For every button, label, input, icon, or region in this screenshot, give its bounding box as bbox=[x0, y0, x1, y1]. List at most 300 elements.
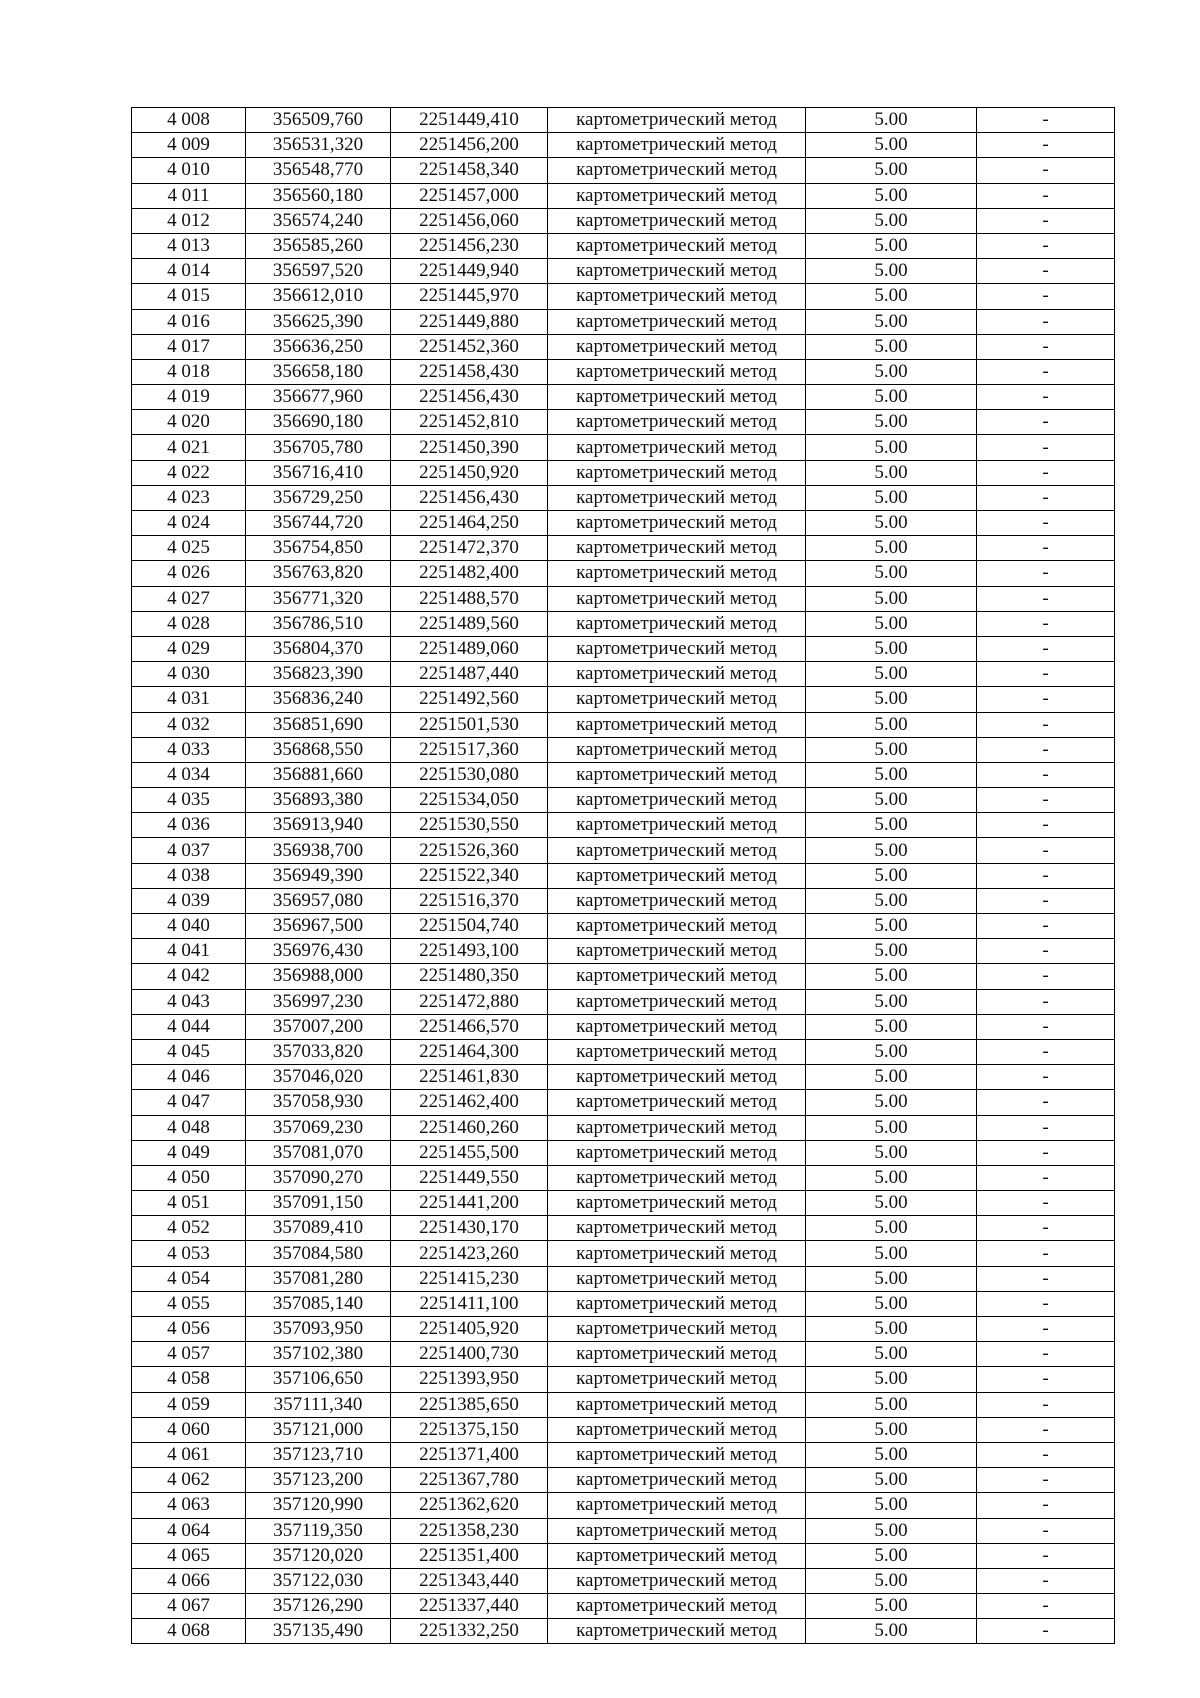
table-row bbox=[132, 1140, 1115, 1165]
accuracy-cell: 5.00 bbox=[806, 1014, 977, 1039]
point-number-cell: 4 062 bbox=[132, 1468, 246, 1493]
accuracy-cell: 5.00 bbox=[806, 737, 977, 762]
x-coordinate-cell: 356976,430 bbox=[246, 939, 391, 964]
point-number-cell: 4 008 bbox=[132, 108, 246, 133]
note-cell: - bbox=[977, 208, 1115, 233]
point-number-cell: 4 049 bbox=[132, 1140, 246, 1165]
y-coordinate-cell: 2251337,440 bbox=[391, 1594, 548, 1619]
accuracy-cell: 5.00 bbox=[806, 1065, 977, 1090]
note-cell: - bbox=[977, 385, 1115, 410]
note-cell: - bbox=[977, 1039, 1115, 1064]
method-cell: картометрический метод bbox=[548, 1367, 806, 1392]
table-row bbox=[132, 1014, 1115, 1039]
y-coordinate-cell: 2251423,260 bbox=[391, 1241, 548, 1266]
table-row bbox=[132, 561, 1115, 586]
method-cell: картометрический метод bbox=[548, 888, 806, 913]
note-cell: - bbox=[977, 309, 1115, 334]
point-number-cell: 4 041 bbox=[132, 939, 246, 964]
method-cell: картометрический метод bbox=[548, 284, 806, 309]
y-coordinate-cell: 2251441,200 bbox=[391, 1191, 548, 1216]
x-coordinate-cell: 356949,390 bbox=[246, 863, 391, 888]
accuracy-cell: 5.00 bbox=[806, 1392, 977, 1417]
note-cell: - bbox=[977, 334, 1115, 359]
table-row bbox=[132, 1216, 1115, 1241]
y-coordinate-cell: 2251332,250 bbox=[391, 1619, 548, 1644]
y-coordinate-cell: 2251343,440 bbox=[391, 1568, 548, 1593]
point-number-cell: 4 026 bbox=[132, 561, 246, 586]
method-cell: картометрический метод bbox=[548, 1568, 806, 1593]
x-coordinate-cell: 357091,150 bbox=[246, 1191, 391, 1216]
accuracy-cell: 5.00 bbox=[806, 158, 977, 183]
point-number-cell: 4 048 bbox=[132, 1115, 246, 1140]
table-row bbox=[132, 1090, 1115, 1115]
x-coordinate-cell: 356560,180 bbox=[246, 183, 391, 208]
x-coordinate-cell: 357089,410 bbox=[246, 1216, 391, 1241]
accuracy-cell: 5.00 bbox=[806, 1216, 977, 1241]
method-cell: картометрический метод bbox=[548, 1165, 806, 1190]
accuracy-cell: 5.00 bbox=[806, 460, 977, 485]
method-cell: картометрический метод bbox=[548, 1493, 806, 1518]
accuracy-cell: 5.00 bbox=[806, 636, 977, 661]
method-cell: картометрический метод bbox=[548, 410, 806, 435]
note-cell: - bbox=[977, 662, 1115, 687]
method-cell: картометрический метод bbox=[548, 460, 806, 485]
table-row bbox=[132, 737, 1115, 762]
method-cell: картометрический метод bbox=[548, 183, 806, 208]
x-coordinate-cell: 356548,770 bbox=[246, 158, 391, 183]
note-cell: - bbox=[977, 1594, 1115, 1619]
y-coordinate-cell: 2251504,740 bbox=[391, 914, 548, 939]
y-coordinate-cell: 2251450,390 bbox=[391, 435, 548, 460]
accuracy-cell: 5.00 bbox=[806, 1543, 977, 1568]
note-cell: - bbox=[977, 1140, 1115, 1165]
point-number-cell: 4 042 bbox=[132, 964, 246, 989]
method-cell: картометрический метод bbox=[548, 712, 806, 737]
y-coordinate-cell: 2251405,920 bbox=[391, 1317, 548, 1342]
point-number-cell: 4 057 bbox=[132, 1342, 246, 1367]
table-row bbox=[132, 385, 1115, 410]
point-number-cell: 4 053 bbox=[132, 1241, 246, 1266]
table-row bbox=[132, 662, 1115, 687]
y-coordinate-cell: 2251411,100 bbox=[391, 1291, 548, 1316]
method-cell: картометрический метод bbox=[548, 737, 806, 762]
point-number-cell: 4 064 bbox=[132, 1518, 246, 1543]
table-row bbox=[132, 208, 1115, 233]
point-number-cell: 4 030 bbox=[132, 662, 246, 687]
x-coordinate-cell: 356531,320 bbox=[246, 133, 391, 158]
method-cell: картометрический метод bbox=[548, 1619, 806, 1644]
point-number-cell: 4 061 bbox=[132, 1442, 246, 1467]
x-coordinate-cell: 356851,690 bbox=[246, 712, 391, 737]
table-row bbox=[132, 158, 1115, 183]
y-coordinate-cell: 2251457,000 bbox=[391, 183, 548, 208]
y-coordinate-cell: 2251456,430 bbox=[391, 485, 548, 510]
note-cell: - bbox=[977, 939, 1115, 964]
accuracy-cell: 5.00 bbox=[806, 687, 977, 712]
table-row bbox=[132, 939, 1115, 964]
method-cell: картометрический метод bbox=[548, 939, 806, 964]
point-number-cell: 4 035 bbox=[132, 788, 246, 813]
method-cell: картометрический метод bbox=[548, 611, 806, 636]
y-coordinate-cell: 2251449,410 bbox=[391, 108, 548, 133]
accuracy-cell: 5.00 bbox=[806, 662, 977, 687]
x-coordinate-cell: 356881,660 bbox=[246, 762, 391, 787]
method-cell: картометрический метод bbox=[548, 1518, 806, 1543]
y-coordinate-cell: 2251530,080 bbox=[391, 762, 548, 787]
point-number-cell: 4 033 bbox=[132, 737, 246, 762]
x-coordinate-cell: 357106,650 bbox=[246, 1367, 391, 1392]
table-row bbox=[132, 284, 1115, 309]
table-row bbox=[132, 888, 1115, 913]
point-number-cell: 4 036 bbox=[132, 813, 246, 838]
table-row bbox=[132, 1191, 1115, 1216]
y-coordinate-cell: 2251371,400 bbox=[391, 1442, 548, 1467]
table-row bbox=[132, 1543, 1115, 1568]
y-coordinate-cell: 2251450,920 bbox=[391, 460, 548, 485]
point-number-cell: 4 020 bbox=[132, 410, 246, 435]
y-coordinate-cell: 2251385,650 bbox=[391, 1392, 548, 1417]
accuracy-cell: 5.00 bbox=[806, 1568, 977, 1593]
method-cell: картометрический метод bbox=[548, 158, 806, 183]
method-cell: картометрический метод bbox=[548, 385, 806, 410]
y-coordinate-cell: 2251458,430 bbox=[391, 359, 548, 384]
x-coordinate-cell: 357122,030 bbox=[246, 1568, 391, 1593]
x-coordinate-cell: 357081,280 bbox=[246, 1266, 391, 1291]
accuracy-cell: 5.00 bbox=[806, 1493, 977, 1518]
note-cell: - bbox=[977, 1543, 1115, 1568]
table-row bbox=[132, 511, 1115, 536]
point-number-cell: 4 016 bbox=[132, 309, 246, 334]
note-cell: - bbox=[977, 1014, 1115, 1039]
method-cell: картометрический метод bbox=[548, 636, 806, 661]
x-coordinate-cell: 356705,780 bbox=[246, 435, 391, 460]
y-coordinate-cell: 2251452,810 bbox=[391, 410, 548, 435]
x-coordinate-cell: 357119,350 bbox=[246, 1518, 391, 1543]
y-coordinate-cell: 2251430,170 bbox=[391, 1216, 548, 1241]
x-coordinate-cell: 356786,510 bbox=[246, 611, 391, 636]
accuracy-cell: 5.00 bbox=[806, 108, 977, 133]
note-cell: - bbox=[977, 410, 1115, 435]
y-coordinate-cell: 2251462,400 bbox=[391, 1090, 548, 1115]
note-cell: - bbox=[977, 636, 1115, 661]
table-row bbox=[132, 1317, 1115, 1342]
y-coordinate-cell: 2251375,150 bbox=[391, 1417, 548, 1442]
y-coordinate-cell: 2251534,050 bbox=[391, 788, 548, 813]
x-coordinate-cell: 357120,990 bbox=[246, 1493, 391, 1518]
y-coordinate-cell: 2251489,060 bbox=[391, 636, 548, 661]
table-row bbox=[132, 788, 1115, 813]
note-cell: - bbox=[977, 485, 1115, 510]
note-cell: - bbox=[977, 133, 1115, 158]
x-coordinate-cell: 356771,320 bbox=[246, 586, 391, 611]
y-coordinate-cell: 2251493,100 bbox=[391, 939, 548, 964]
x-coordinate-cell: 356804,370 bbox=[246, 636, 391, 661]
note-cell: - bbox=[977, 838, 1115, 863]
point-number-cell: 4 046 bbox=[132, 1065, 246, 1090]
point-number-cell: 4 045 bbox=[132, 1039, 246, 1064]
table-row bbox=[132, 133, 1115, 158]
accuracy-cell: 5.00 bbox=[806, 561, 977, 586]
accuracy-cell: 5.00 bbox=[806, 183, 977, 208]
accuracy-cell: 5.00 bbox=[806, 964, 977, 989]
table-row bbox=[132, 1165, 1115, 1190]
accuracy-cell: 5.00 bbox=[806, 863, 977, 888]
table-row bbox=[132, 485, 1115, 510]
note-cell: - bbox=[977, 888, 1115, 913]
y-coordinate-cell: 2251445,970 bbox=[391, 284, 548, 309]
method-cell: картометрический метод bbox=[548, 813, 806, 838]
table-row bbox=[132, 108, 1115, 133]
x-coordinate-cell: 356988,000 bbox=[246, 964, 391, 989]
accuracy-cell: 5.00 bbox=[806, 939, 977, 964]
method-cell: картометрический метод bbox=[548, 1266, 806, 1291]
y-coordinate-cell: 2251472,880 bbox=[391, 989, 548, 1014]
table-row bbox=[132, 1342, 1115, 1367]
accuracy-cell: 5.00 bbox=[806, 1191, 977, 1216]
y-coordinate-cell: 2251492,560 bbox=[391, 687, 548, 712]
point-number-cell: 4 032 bbox=[132, 712, 246, 737]
note-cell: - bbox=[977, 1342, 1115, 1367]
table-row bbox=[132, 460, 1115, 485]
table-row bbox=[132, 1468, 1115, 1493]
point-number-cell: 4 066 bbox=[132, 1568, 246, 1593]
note-cell: - bbox=[977, 914, 1115, 939]
table-row bbox=[132, 410, 1115, 435]
note-cell: - bbox=[977, 813, 1115, 838]
x-coordinate-cell: 356744,720 bbox=[246, 511, 391, 536]
accuracy-cell: 5.00 bbox=[806, 435, 977, 460]
accuracy-cell: 5.00 bbox=[806, 233, 977, 258]
point-number-cell: 4 024 bbox=[132, 511, 246, 536]
point-number-cell: 4 021 bbox=[132, 435, 246, 460]
point-number-cell: 4 050 bbox=[132, 1165, 246, 1190]
point-number-cell: 4 022 bbox=[132, 460, 246, 485]
table-row bbox=[132, 1493, 1115, 1518]
accuracy-cell: 5.00 bbox=[806, 208, 977, 233]
x-coordinate-cell: 357126,290 bbox=[246, 1594, 391, 1619]
method-cell: картометрический метод bbox=[548, 561, 806, 586]
method-cell: картометрический метод bbox=[548, 1115, 806, 1140]
accuracy-cell: 5.00 bbox=[806, 1266, 977, 1291]
accuracy-cell: 5.00 bbox=[806, 385, 977, 410]
accuracy-cell: 5.00 bbox=[806, 1367, 977, 1392]
accuracy-cell: 5.00 bbox=[806, 1468, 977, 1493]
x-coordinate-cell: 357069,230 bbox=[246, 1115, 391, 1140]
table-row bbox=[132, 183, 1115, 208]
point-number-cell: 4 063 bbox=[132, 1493, 246, 1518]
table-row bbox=[132, 1065, 1115, 1090]
method-cell: картометрический метод bbox=[548, 536, 806, 561]
note-cell: - bbox=[977, 989, 1115, 1014]
note-cell: - bbox=[977, 435, 1115, 460]
y-coordinate-cell: 2251526,360 bbox=[391, 838, 548, 863]
accuracy-cell: 5.00 bbox=[806, 1317, 977, 1342]
table-row bbox=[132, 611, 1115, 636]
x-coordinate-cell: 356612,010 bbox=[246, 284, 391, 309]
table-row bbox=[132, 1568, 1115, 1593]
table-row bbox=[132, 989, 1115, 1014]
note-cell: - bbox=[977, 863, 1115, 888]
table-row bbox=[132, 1039, 1115, 1064]
x-coordinate-cell: 356509,760 bbox=[246, 108, 391, 133]
y-coordinate-cell: 2251517,360 bbox=[391, 737, 548, 762]
y-coordinate-cell: 2251472,370 bbox=[391, 536, 548, 561]
accuracy-cell: 5.00 bbox=[806, 536, 977, 561]
method-cell: картометрический метод bbox=[548, 1140, 806, 1165]
table-row bbox=[132, 813, 1115, 838]
x-coordinate-cell: 356754,850 bbox=[246, 536, 391, 561]
method-cell: картометрический метод bbox=[548, 1468, 806, 1493]
note-cell: - bbox=[977, 788, 1115, 813]
table-row bbox=[132, 1115, 1115, 1140]
point-number-cell: 4 010 bbox=[132, 158, 246, 183]
note-cell: - bbox=[977, 183, 1115, 208]
y-coordinate-cell: 2251461,830 bbox=[391, 1065, 548, 1090]
accuracy-cell: 5.00 bbox=[806, 511, 977, 536]
table-row bbox=[132, 1291, 1115, 1316]
x-coordinate-cell: 357121,000 bbox=[246, 1417, 391, 1442]
y-coordinate-cell: 2251464,300 bbox=[391, 1039, 548, 1064]
note-cell: - bbox=[977, 586, 1115, 611]
method-cell: картометрический метод bbox=[548, 1594, 806, 1619]
method-cell: картометрический метод bbox=[548, 914, 806, 939]
accuracy-cell: 5.00 bbox=[806, 1594, 977, 1619]
table-row bbox=[132, 435, 1115, 460]
y-coordinate-cell: 2251464,250 bbox=[391, 511, 548, 536]
note-cell: - bbox=[977, 1241, 1115, 1266]
y-coordinate-cell: 2251480,350 bbox=[391, 964, 548, 989]
method-cell: картометрический метод bbox=[548, 485, 806, 510]
table-row bbox=[132, 1266, 1115, 1291]
accuracy-cell: 5.00 bbox=[806, 359, 977, 384]
table-row bbox=[132, 1367, 1115, 1392]
point-number-cell: 4 023 bbox=[132, 485, 246, 510]
x-coordinate-cell: 357111,340 bbox=[246, 1392, 391, 1417]
x-coordinate-cell: 356997,230 bbox=[246, 989, 391, 1014]
accuracy-cell: 5.00 bbox=[806, 1518, 977, 1543]
method-cell: картометрический метод bbox=[548, 108, 806, 133]
x-coordinate-cell: 357123,200 bbox=[246, 1468, 391, 1493]
point-number-cell: 4 065 bbox=[132, 1543, 246, 1568]
accuracy-cell: 5.00 bbox=[806, 1442, 977, 1467]
table-row bbox=[132, 309, 1115, 334]
table-row bbox=[132, 712, 1115, 737]
note-cell: - bbox=[977, 1493, 1115, 1518]
accuracy-cell: 5.00 bbox=[806, 485, 977, 510]
method-cell: картометрический метод bbox=[548, 586, 806, 611]
accuracy-cell: 5.00 bbox=[806, 1165, 977, 1190]
method-cell: картометрический метод bbox=[548, 1065, 806, 1090]
y-coordinate-cell: 2251501,530 bbox=[391, 712, 548, 737]
x-coordinate-cell: 356729,250 bbox=[246, 485, 391, 510]
note-cell: - bbox=[977, 511, 1115, 536]
note-cell: - bbox=[977, 1090, 1115, 1115]
x-coordinate-cell: 356836,240 bbox=[246, 687, 391, 712]
table-row bbox=[132, 636, 1115, 661]
point-number-cell: 4 028 bbox=[132, 611, 246, 636]
table-row bbox=[132, 1518, 1115, 1543]
note-cell: - bbox=[977, 1115, 1115, 1140]
method-cell: картометрический метод bbox=[548, 1392, 806, 1417]
x-coordinate-cell: 356823,390 bbox=[246, 662, 391, 687]
accuracy-cell: 5.00 bbox=[806, 989, 977, 1014]
point-number-cell: 4 014 bbox=[132, 259, 246, 284]
method-cell: картометрический метод bbox=[548, 1442, 806, 1467]
accuracy-cell: 5.00 bbox=[806, 712, 977, 737]
accuracy-cell: 5.00 bbox=[806, 888, 977, 913]
accuracy-cell: 5.00 bbox=[806, 1417, 977, 1442]
point-number-cell: 4 047 bbox=[132, 1090, 246, 1115]
x-coordinate-cell: 357102,380 bbox=[246, 1342, 391, 1367]
method-cell: картометрический метод bbox=[548, 838, 806, 863]
point-number-cell: 4 068 bbox=[132, 1619, 246, 1644]
point-number-cell: 4 018 bbox=[132, 359, 246, 384]
point-number-cell: 4 052 bbox=[132, 1216, 246, 1241]
accuracy-cell: 5.00 bbox=[806, 1115, 977, 1140]
note-cell: - bbox=[977, 1468, 1115, 1493]
method-cell: картометрический метод bbox=[548, 1317, 806, 1342]
point-number-cell: 4 038 bbox=[132, 863, 246, 888]
point-number-cell: 4 009 bbox=[132, 133, 246, 158]
point-number-cell: 4 067 bbox=[132, 1594, 246, 1619]
method-cell: картометрический метод bbox=[548, 435, 806, 460]
accuracy-cell: 5.00 bbox=[806, 284, 977, 309]
note-cell: - bbox=[977, 1191, 1115, 1216]
method-cell: картометрический метод bbox=[548, 863, 806, 888]
table-row bbox=[132, 233, 1115, 258]
method-cell: картометрический метод bbox=[548, 788, 806, 813]
note-cell: - bbox=[977, 762, 1115, 787]
y-coordinate-cell: 2251456,230 bbox=[391, 233, 548, 258]
y-coordinate-cell: 2251456,060 bbox=[391, 208, 548, 233]
x-coordinate-cell: 356868,550 bbox=[246, 737, 391, 762]
point-number-cell: 4 025 bbox=[132, 536, 246, 561]
note-cell: - bbox=[977, 460, 1115, 485]
method-cell: картометрический метод bbox=[548, 662, 806, 687]
method-cell: картометрический метод bbox=[548, 511, 806, 536]
method-cell: картометрический метод bbox=[548, 334, 806, 359]
table-row bbox=[132, 838, 1115, 863]
point-number-cell: 4 012 bbox=[132, 208, 246, 233]
note-cell: - bbox=[977, 108, 1115, 133]
method-cell: картометрический метод bbox=[548, 208, 806, 233]
point-number-cell: 4 019 bbox=[132, 385, 246, 410]
note-cell: - bbox=[977, 536, 1115, 561]
note-cell: - bbox=[977, 1367, 1115, 1392]
x-coordinate-cell: 357033,820 bbox=[246, 1039, 391, 1064]
y-coordinate-cell: 2251530,550 bbox=[391, 813, 548, 838]
accuracy-cell: 5.00 bbox=[806, 762, 977, 787]
point-number-cell: 4 029 bbox=[132, 636, 246, 661]
table-row bbox=[132, 687, 1115, 712]
point-number-cell: 4 015 bbox=[132, 284, 246, 309]
table-row bbox=[132, 1392, 1115, 1417]
method-cell: картометрический метод bbox=[548, 1543, 806, 1568]
point-number-cell: 4 058 bbox=[132, 1367, 246, 1392]
note-cell: - bbox=[977, 284, 1115, 309]
accuracy-cell: 5.00 bbox=[806, 1619, 977, 1644]
table-row bbox=[132, 1442, 1115, 1467]
note-cell: - bbox=[977, 737, 1115, 762]
note-cell: - bbox=[977, 1165, 1115, 1190]
accuracy-cell: 5.00 bbox=[806, 259, 977, 284]
method-cell: картометрический метод bbox=[548, 964, 806, 989]
table-row bbox=[132, 762, 1115, 787]
x-coordinate-cell: 357093,950 bbox=[246, 1317, 391, 1342]
y-coordinate-cell: 2251449,550 bbox=[391, 1165, 548, 1190]
method-cell: картометрический метод bbox=[548, 233, 806, 258]
note-cell: - bbox=[977, 1216, 1115, 1241]
